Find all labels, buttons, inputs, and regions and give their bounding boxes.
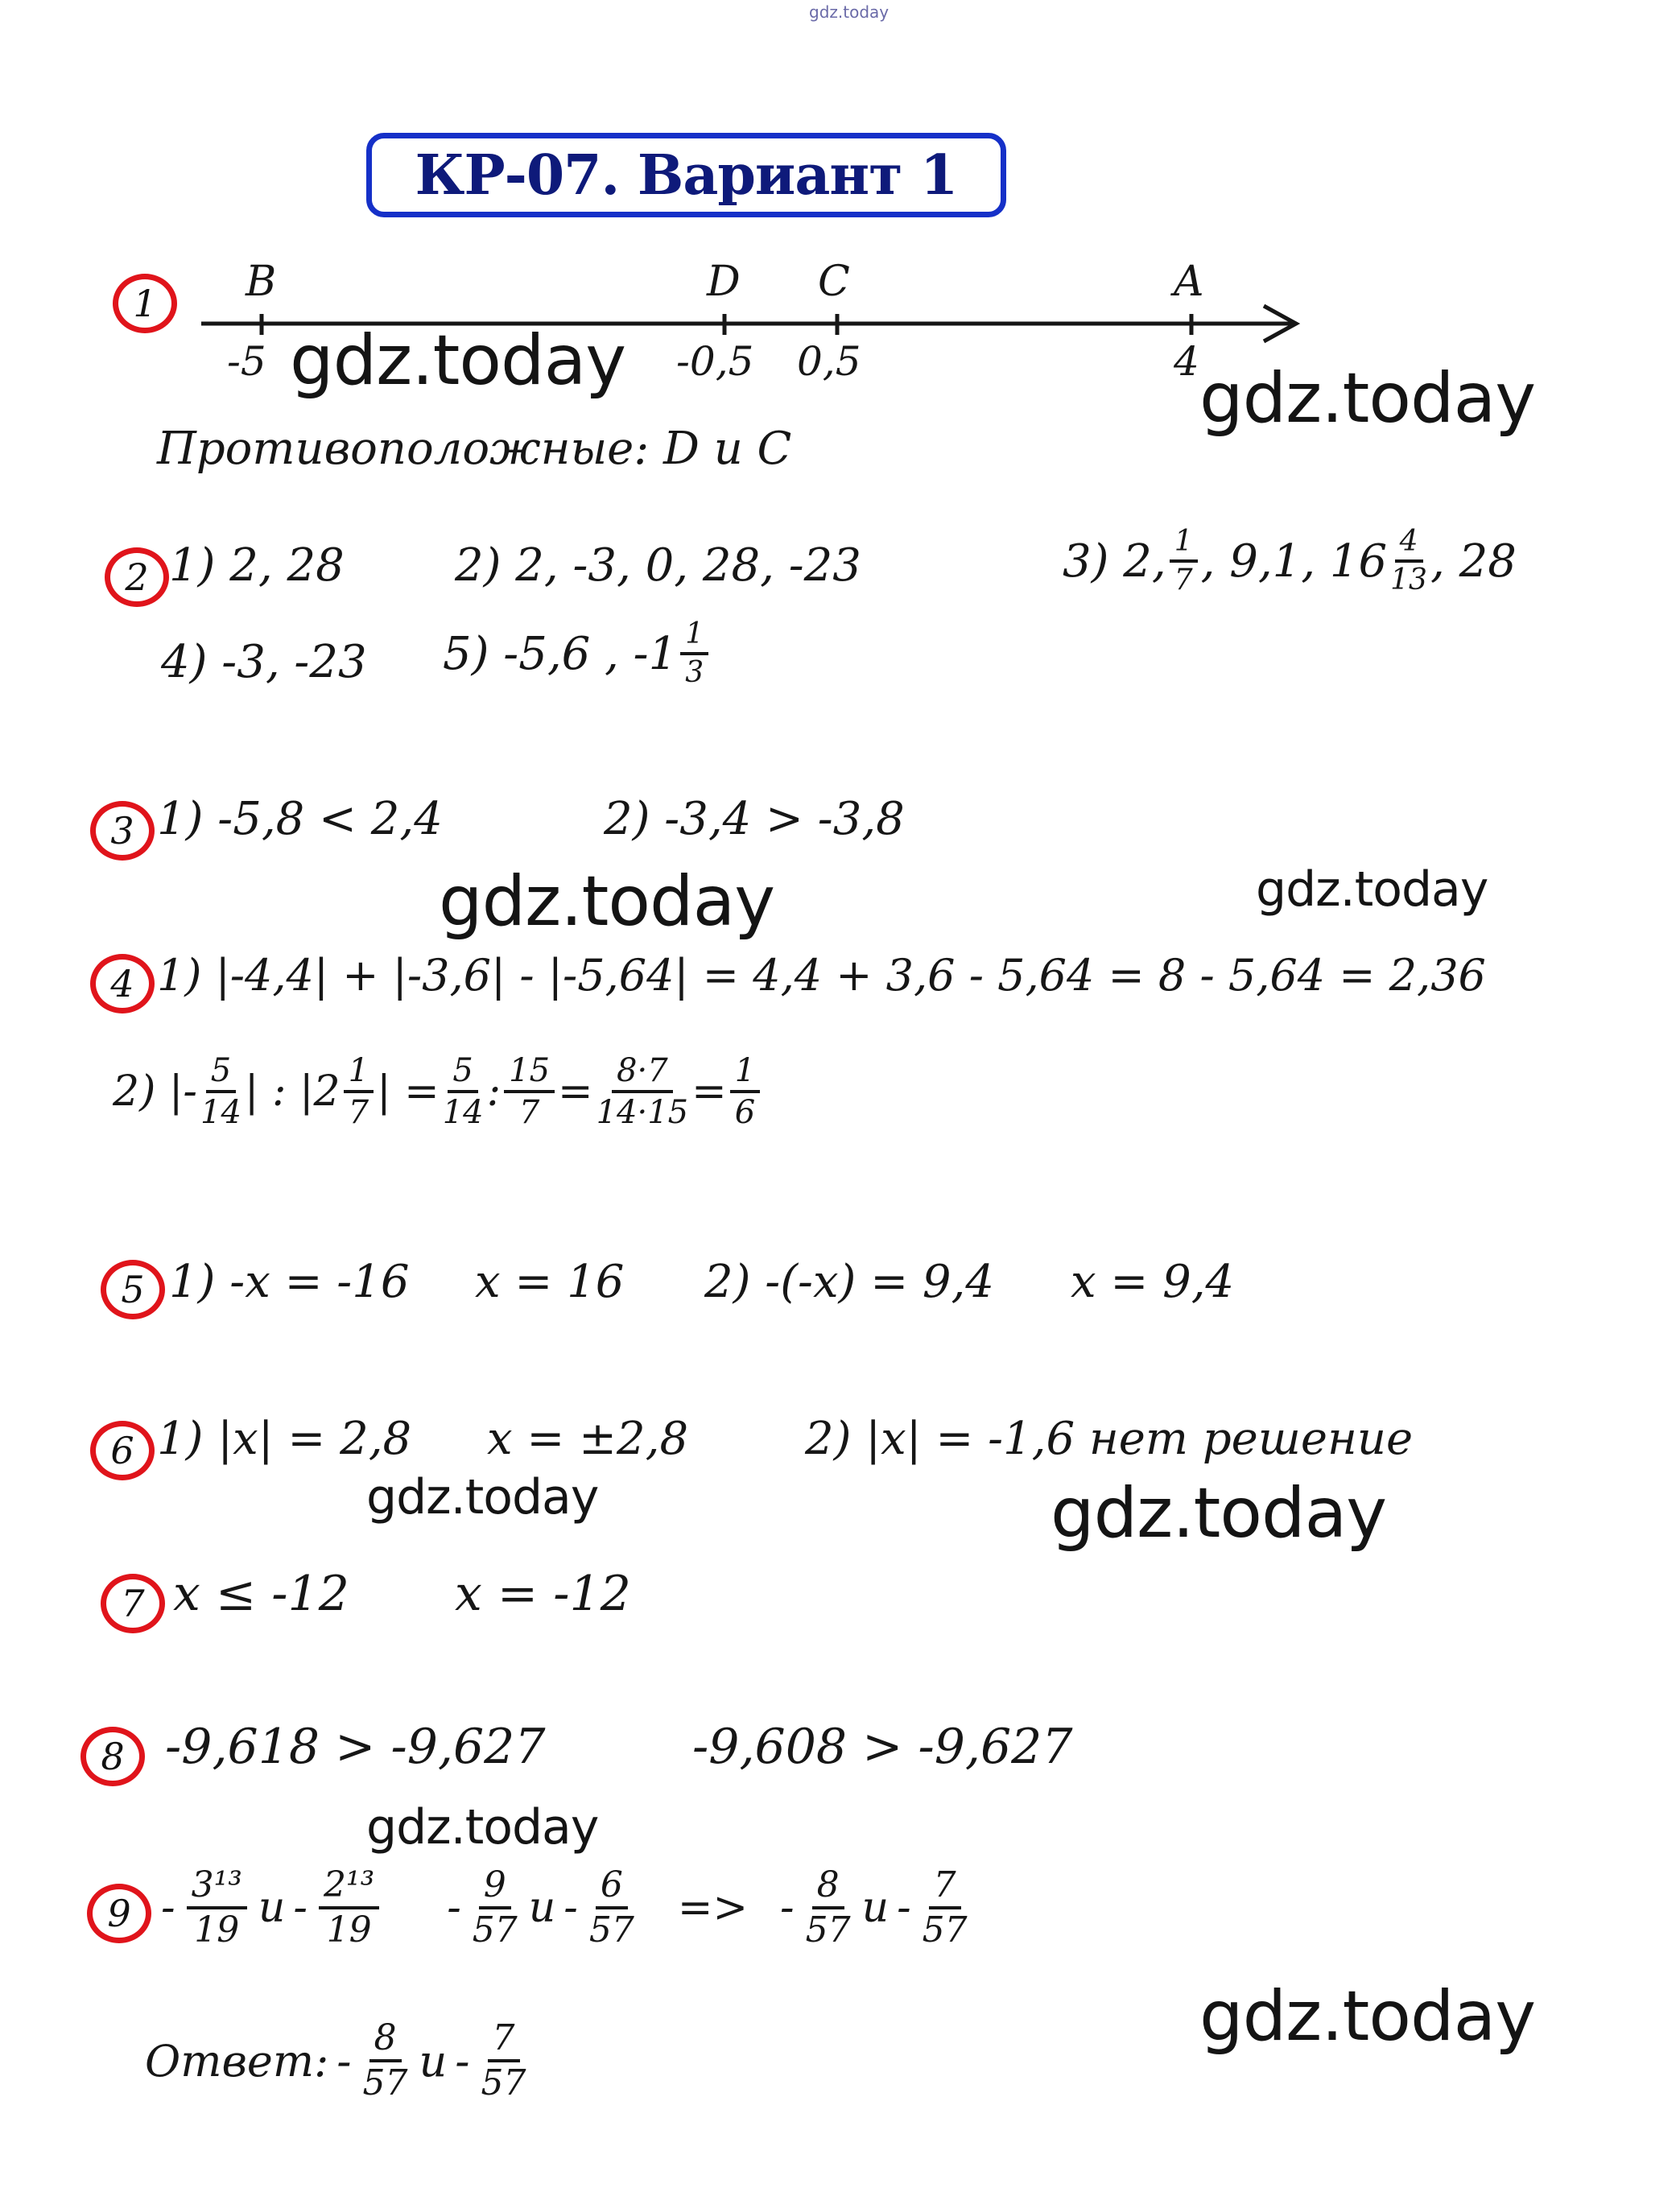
fraction: $\frac{7}{57}$ <box>481 2017 526 2103</box>
fraction: $\frac{8}{57}$ <box>362 2017 408 2103</box>
task1-answer: Противоположные: D и C <box>157 423 792 475</box>
header-watermark: gdz.today <box>809 2 890 22</box>
task5-part2: 2) -(-x) = 9,4 <box>704 1256 994 1308</box>
task-number-8: 8 <box>80 1727 145 1786</box>
fraction: $\frac{15}{7}$ <box>504 1055 555 1129</box>
task2-part4: 4) -3, -23 <box>161 636 367 688</box>
task-number-9: 9 <box>87 1884 151 1943</box>
point-c-label: C <box>818 258 850 306</box>
fraction: $\frac{7}{57}$ <box>922 1864 968 1951</box>
point-d-label: D <box>707 258 741 306</box>
title-box <box>366 133 1006 217</box>
task-number-6: 6 <box>90 1421 155 1480</box>
task-number-2: 2 <box>105 547 169 607</box>
task2-part1: 1) 2, 28 <box>169 539 345 592</box>
task2-part3: 3) 2, $\frac{1}{7}$ , 9,1, 16 $\frac{4}{13}$ , 28 <box>1063 525 1517 597</box>
task7-part1-result: x = -12 <box>455 1566 631 1622</box>
fraction: $\frac{1}{6}$ <box>730 1055 760 1129</box>
page-title: КР-07. Вариант 1 <box>415 142 958 208</box>
task3-part2: 2) -3,4 > -3,8 <box>604 793 905 845</box>
point-a-value: 4 <box>1174 338 1199 385</box>
point-c-value: 0,5 <box>797 338 861 385</box>
task8-part2: -9,608 > -9,627 <box>692 1719 1073 1775</box>
fraction: $\frac{4}{13}$ <box>1390 525 1427 597</box>
watermark: gdz.today <box>366 1469 599 1525</box>
task6-part1: 1) |x| = 2,8 <box>157 1413 412 1465</box>
fraction: $\frac{6}{57}$ <box>588 1864 634 1951</box>
task3-part1: 1) -5,8 < 2,4 <box>157 793 443 845</box>
watermark: gdz.today <box>439 861 775 942</box>
fraction: $\frac{8\cdot 7}{14\cdot 15}$ <box>596 1052 689 1131</box>
task2-part5: 5) -5,6 , -1 $\frac{1}{3}$ <box>443 620 712 687</box>
task9-answer: Ответ: - $\frac{8}{57}$ и - $\frac{7}{57}$ <box>145 2017 526 2103</box>
task5-part2-result: x = 9,4 <box>1071 1256 1235 1308</box>
fraction: $\frac{5}{14}$ <box>200 1052 241 1131</box>
task-number-7: 7 <box>101 1574 165 1633</box>
point-b-value: -5 <box>227 338 266 385</box>
point-d-value: -0,5 <box>676 338 754 385</box>
fraction: $\frac{8}{57}$ <box>805 1864 851 1951</box>
watermark: gdz.today <box>1199 358 1536 439</box>
task6-part1-result: x = ±2,8 <box>487 1413 689 1465</box>
point-b-label: B <box>246 258 277 306</box>
task-number-3: 3 <box>90 801 155 861</box>
task2-part2: 2) 2, -3, 0, 28, -23 <box>455 539 861 592</box>
task7-part1: x ≤ -12 <box>173 1566 349 1622</box>
task6-part2: 2) |x| = -1,6 нет решение <box>805 1413 1414 1465</box>
watermark: gdz.today <box>290 320 626 401</box>
task4-part2: 2) |- $\frac{5}{14}$ | : |2 $\frac{1}{7}$ | = $\frac{5}{14}$ : $\frac{15}{7}$ = $\frac{8\cdot 7}{14\cdot 15}$ = $\frac{1}{6}$ <box>113 1055 763 1129</box>
fraction: $\frac{1}{7}$ <box>344 1055 374 1129</box>
point-a-label: A <box>1174 258 1204 306</box>
fraction: $\frac{5}{14}$ <box>442 1052 484 1131</box>
implies-arrow: => <box>677 1884 749 1932</box>
task5-part1: 1) -x = -16 <box>169 1256 410 1308</box>
watermark: gdz.today <box>1199 1976 1536 2057</box>
fraction: $\frac{9}{57}$ <box>472 1864 518 1951</box>
task8-part1: -9,618 > -9,627 <box>165 1719 546 1775</box>
task-number-1: 1 <box>113 274 177 333</box>
task-number-4: 4 <box>90 954 155 1013</box>
watermark: gdz.today <box>1051 1473 1387 1554</box>
fraction: $\frac{\text{2¹³}}{19}$ <box>319 1868 379 1948</box>
task5-part1-result: x = 16 <box>475 1256 625 1308</box>
fraction: $\frac{1}{3}$ <box>680 620 708 687</box>
task4-part1: 1) |-4,4| + |-3,6| - |-5,64| = 4,4 + 3,6 - 5,64 = 8 - 5,64 = 2,36 <box>157 950 1486 1001</box>
fraction: $\frac{1}{7}$ <box>1170 527 1198 595</box>
watermark: gdz.today <box>1256 861 1488 918</box>
task-number-5: 5 <box>101 1260 165 1319</box>
fraction: $\frac{\text{3¹³}}{19}$ <box>187 1868 247 1948</box>
task9-comparison: - $\frac{\text{3¹³}}{19}$ и - $\frac{\text{2¹³}}{19}$ - $\frac{9}{57}$ и - $\frac{6}{57}$ => - $\frac{8}{57}$ и - $\frac{7}{57}$ <box>161 1864 968 1951</box>
watermark: gdz.today <box>366 1799 599 1856</box>
